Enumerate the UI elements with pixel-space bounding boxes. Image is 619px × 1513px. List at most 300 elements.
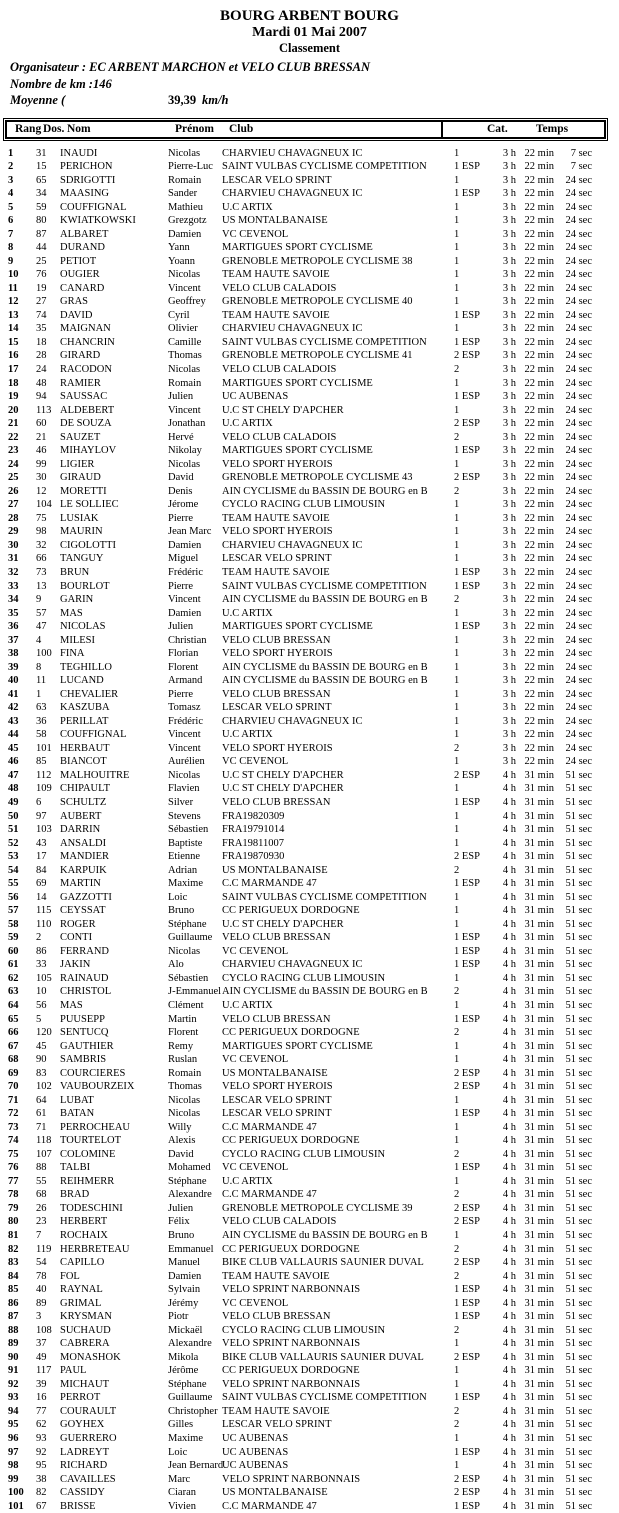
time-minutes-cell: 31 min: [524, 972, 554, 984]
bib-cell: 112: [36, 769, 52, 781]
time-hours-cell: 4 h: [502, 1284, 516, 1296]
bib-cell: 101: [36, 742, 52, 754]
time-minutes-cell: 31 min: [524, 1135, 554, 1147]
firstname-cell: Mikola: [168, 1351, 199, 1363]
bib-cell: 87: [36, 228, 47, 240]
category-cell: 1: [454, 1460, 460, 1472]
club-cell: UC AUBENAS: [222, 1446, 289, 1458]
bib-cell: 16: [36, 1392, 47, 1404]
lastname-cell: TANGUY: [60, 553, 104, 565]
lastname-cell: GUERRERO: [60, 1432, 117, 1444]
lastname-cell: MANDIER: [60, 851, 109, 863]
rank-cell: 84: [8, 1270, 19, 1282]
time-minutes-cell: 31 min: [524, 1121, 554, 1133]
category-cell: 1: [454, 323, 460, 335]
average-speed-line: [10, 92, 619, 109]
time-seconds-cell: 24 sec: [565, 242, 592, 254]
race-date: Mardi 01 Mai 2007: [252, 25, 367, 40]
bib-cell: 102: [36, 1081, 52, 1093]
rank-cell: 10: [8, 269, 19, 281]
time-minutes-cell: 31 min: [524, 1054, 554, 1066]
time-minutes-cell: 31 min: [524, 932, 554, 944]
time-minutes-cell: 22 min: [524, 715, 554, 727]
club-cell: VELO SPORT HYEROIS: [222, 458, 333, 470]
category-cell: 1: [454, 1040, 460, 1052]
time-hours-cell: 3 h: [502, 188, 516, 200]
firstname-cell: Pierre: [168, 688, 194, 700]
time-seconds-cell: 24 sec: [565, 228, 592, 240]
club-cell: C.C MARMANDE 47: [222, 878, 317, 890]
lastname-cell: SAMBRIS: [60, 1054, 107, 1066]
firstname-cell: Sébastien: [168, 972, 209, 984]
category-cell: 1 ESP: [454, 1108, 480, 1120]
rank-cell: 29: [8, 526, 19, 538]
lastname-cell: FINA: [60, 648, 85, 660]
time-minutes-cell: 31 min: [524, 810, 554, 822]
rank-cell: 98: [8, 1460, 19, 1472]
club-cell: MARTIGUES SPORT CYCLISME: [222, 621, 373, 633]
category-cell: 1: [454, 1175, 460, 1187]
bib-cell: 38: [36, 1473, 47, 1485]
time-seconds-cell: 51 sec: [565, 1270, 592, 1282]
time-seconds-cell: 51 sec: [565, 1419, 592, 1431]
result-row: [0, 390, 619, 404]
time-seconds-cell: 51 sec: [565, 1121, 592, 1133]
firstname-cell: Stéphane: [168, 1175, 207, 1187]
time-minutes-cell: 31 min: [524, 1040, 554, 1052]
lastname-cell: SCHULTZ: [60, 797, 107, 808]
rank-cell: 67: [8, 1040, 19, 1052]
lastname-cell: BOURLOT: [60, 580, 110, 592]
firstname-cell: Jérôme: [168, 1365, 199, 1377]
time-hours-cell: 3 h: [502, 418, 516, 430]
result-row: [0, 945, 619, 959]
result-row: [0, 539, 619, 553]
result-row: [0, 377, 619, 391]
club-cell: UC AUBENAS: [222, 1432, 289, 1444]
category-cell: 1: [454, 715, 460, 727]
bib-cell: 94: [36, 391, 47, 403]
lastname-cell: DURAND: [60, 242, 105, 254]
time-hours-cell: 3 h: [502, 269, 516, 281]
bib-cell: 86: [36, 945, 47, 957]
club-cell: AIN CYCLISME du BASSIN DE BOURG en B: [222, 675, 428, 687]
time-hours-cell: 4 h: [502, 1148, 516, 1160]
club-cell: VELO CLUB BRESSAN: [222, 634, 331, 646]
club-cell: US MONTALBANAISE: [222, 215, 328, 227]
firstname-cell: Maxime: [168, 878, 203, 890]
club-cell: AIN CYCLISME du BASSIN DE BOURG en B: [222, 594, 428, 606]
bib-cell: 95: [36, 1460, 47, 1472]
bib-cell: 77: [36, 1405, 47, 1417]
time-minutes-cell: 31 min: [524, 1027, 554, 1039]
club-cell: TEAM HAUTE SAVOIE: [222, 269, 330, 281]
time-minutes-cell: 31 min: [524, 1365, 554, 1377]
time-hours-cell: 4 h: [502, 769, 516, 781]
category-cell: 1 ESP: [454, 1284, 480, 1296]
category-cell: 2 ESP: [454, 1257, 480, 1269]
time-minutes-cell: 31 min: [524, 1392, 554, 1404]
bib-cell: 24: [36, 364, 47, 375]
time-seconds-cell: 51 sec: [565, 1378, 592, 1390]
rank-cell: 75: [8, 1148, 19, 1160]
rank-cell: 58: [8, 918, 19, 930]
club-cell: U.C ST CHELY D'APCHER: [222, 783, 344, 795]
time-hours-cell: 3 h: [502, 309, 516, 321]
time-seconds-cell: 24 sec: [565, 702, 592, 714]
rank-cell: 22: [8, 431, 19, 443]
time-minutes-cell: 22 min: [524, 309, 554, 321]
result-row: [0, 958, 619, 972]
rank-cell: 65: [8, 1013, 19, 1025]
time-hours-cell: 4 h: [502, 1081, 516, 1093]
time-minutes-cell: 22 min: [524, 188, 554, 200]
time-seconds-cell: 24 sec: [565, 188, 592, 200]
time-hours-cell: 3 h: [502, 336, 516, 348]
category-cell: 1 ESP: [454, 1013, 480, 1025]
rank-cell: 39: [8, 661, 19, 673]
firstname-cell: Damien: [168, 228, 202, 240]
time-hours-cell: 4 h: [502, 959, 516, 971]
lastname-cell: CANARD: [60, 282, 105, 294]
result-row: [0, 1134, 619, 1148]
lastname-cell: RAYNAL: [60, 1284, 103, 1296]
lastname-cell: BRUN: [60, 566, 90, 578]
lastname-cell: TEGHILLO: [60, 661, 112, 673]
rank-cell: 78: [8, 1189, 19, 1201]
category-cell: 2 ESP: [454, 1067, 480, 1079]
firstname-cell: Vincent: [168, 594, 201, 606]
category-cell: 2: [454, 1324, 460, 1336]
time-minutes-cell: 22 min: [524, 594, 554, 606]
club-cell: FRA19870930: [222, 851, 285, 863]
time-seconds-cell: 51 sec: [565, 1189, 592, 1201]
category-cell: 1: [454, 499, 460, 511]
firstname-cell: Stéphane: [168, 918, 207, 930]
time-minutes-cell: 31 min: [524, 851, 554, 863]
time-hours-cell: 4 h: [502, 1324, 516, 1336]
col-temps: Temps: [535, 123, 569, 135]
lastname-cell: CIGOLOTTI: [60, 539, 116, 551]
firstname-cell: Cyril: [168, 309, 190, 321]
firstname-cell: Vincent: [168, 282, 201, 294]
bib-cell: 32: [36, 539, 47, 551]
club-cell: U.C ARTIX: [222, 607, 273, 619]
club-cell: UC AUBENAS: [222, 1460, 289, 1472]
club-cell: U.C ARTIX: [222, 999, 273, 1011]
rank-cell: 27: [8, 499, 19, 511]
bib-cell: 10: [36, 986, 47, 998]
rank-cell: 82: [8, 1243, 19, 1255]
category-cell: 1: [454, 891, 460, 903]
table-header-box: [3, 118, 608, 141]
category-cell: 1 ESP: [454, 1162, 480, 1174]
rank-cell: 12: [8, 296, 19, 308]
result-row: [0, 1080, 619, 1094]
category-cell: 2: [454, 1027, 460, 1039]
average-speed-label: Moyenne (: [10, 93, 66, 107]
rank-cell: 40: [8, 675, 19, 687]
time-seconds-cell: 24 sec: [565, 539, 592, 551]
category-cell: 2: [454, 594, 460, 606]
rank-cell: 61: [8, 959, 19, 971]
time-seconds-cell: 51 sec: [565, 1473, 592, 1485]
lastname-cell: PAUL: [60, 1365, 87, 1377]
category-cell: 1 ESP: [454, 188, 480, 200]
result-row: [0, 1215, 619, 1229]
firstname-cell: Yann: [168, 242, 190, 254]
bib-cell: 54: [36, 1257, 47, 1269]
time-hours-cell: 4 h: [502, 837, 516, 849]
lastname-cell: MARTIN: [60, 878, 101, 890]
result-row: [0, 1229, 619, 1243]
lastname-cell: MILESI: [60, 634, 95, 646]
rank-cell: 38: [8, 648, 19, 660]
firstname-cell: Jean Marc: [168, 526, 212, 538]
category-cell: 1: [454, 661, 460, 673]
rank-cell: 23: [8, 445, 19, 457]
lastname-cell: CABRERA: [60, 1338, 110, 1350]
result-row: [0, 634, 619, 648]
club-cell: GRENOBLE METROPOLE CYCLISME 43: [222, 472, 413, 484]
category-cell: 1: [454, 1121, 460, 1133]
result-row: [0, 1013, 619, 1027]
firstname-cell: Pierre: [168, 580, 194, 592]
firstname-cell: Adrian: [168, 864, 198, 876]
firstname-cell: Romain: [168, 1067, 202, 1079]
category-cell: 1: [454, 1432, 460, 1444]
time-seconds-cell: 51 sec: [565, 1175, 592, 1187]
time-minutes-cell: 31 min: [524, 1270, 554, 1282]
bib-cell: 84: [36, 864, 47, 876]
rank-cell: 92: [8, 1378, 19, 1390]
time-seconds-cell: 51 sec: [565, 1392, 592, 1404]
result-row: [0, 1364, 619, 1378]
time-seconds-cell: 51 sec: [565, 1257, 592, 1269]
lastname-cell: KRYSMAN: [60, 1311, 112, 1323]
bib-cell: 93: [36, 1432, 47, 1444]
time-hours-cell: 4 h: [502, 1257, 516, 1269]
firstname-cell: Pierre: [168, 512, 194, 524]
firstname-cell: Ciaran: [168, 1487, 196, 1499]
time-hours-cell: 3 h: [502, 391, 516, 403]
result-row: [0, 1094, 619, 1108]
time-minutes-cell: 31 min: [524, 986, 554, 998]
rank-cell: 69: [8, 1067, 19, 1079]
time-minutes-cell: 31 min: [524, 1446, 554, 1458]
time-seconds-cell: 51 sec: [565, 1405, 592, 1417]
bib-cell: 12: [36, 485, 47, 497]
lastname-cell: GAZZOTTI: [60, 891, 112, 903]
time-hours-cell: 4 h: [502, 1175, 516, 1187]
result-row: [0, 1188, 619, 1202]
time-minutes-cell: 22 min: [524, 485, 554, 497]
club-cell: LESCAR VELO SPRINT: [222, 1419, 332, 1431]
time-hours-cell: 3 h: [502, 215, 516, 227]
time-seconds-cell: 24 sec: [565, 215, 592, 227]
club-cell: VC CEVENOL: [222, 945, 289, 957]
lastname-cell: HERBERT: [60, 1216, 108, 1228]
category-cell: 1: [454, 837, 460, 849]
time-minutes-cell: 22 min: [524, 458, 554, 470]
rank-cell: 24: [8, 458, 19, 470]
time-hours-cell: 4 h: [502, 1135, 516, 1147]
bib-cell: 62: [36, 1419, 47, 1431]
lastname-cell: BRAD: [60, 1189, 90, 1201]
firstname-cell: Christian: [168, 634, 207, 646]
time-minutes-cell: 22 min: [524, 661, 554, 673]
club-cell: VC CEVENOL: [222, 1297, 289, 1309]
result-row: [0, 985, 619, 999]
time-seconds-cell: 51 sec: [565, 1067, 592, 1079]
time-hours-cell: 3 h: [502, 634, 516, 646]
bib-cell: 8: [36, 661, 42, 673]
category-cell: 1: [454, 648, 460, 660]
bib-cell: 17: [36, 851, 47, 863]
col-rang: Rang: [15, 123, 42, 135]
lastname-cell: BRISSE: [60, 1500, 96, 1512]
time-hours-cell: 4 h: [502, 1013, 516, 1025]
result-row: [0, 769, 619, 783]
bib-cell: 44: [36, 242, 47, 254]
time-minutes-cell: 22 min: [524, 729, 554, 741]
bib-cell: 99: [36, 458, 47, 470]
club-cell: AIN CYCLISME du BASSIN DE BOURG en B: [222, 661, 428, 673]
bib-cell: 40: [36, 1284, 47, 1296]
club-cell: FRA19820309: [222, 810, 285, 822]
category-cell: 2 ESP: [454, 472, 480, 484]
bib-cell: 88: [36, 1162, 47, 1174]
club-cell: AIN CYCLISME du BASSIN DE BOURG en B: [222, 1230, 428, 1241]
bib-cell: 15: [36, 161, 47, 173]
rank-cell: 45: [8, 742, 19, 754]
bib-cell: 48: [36, 377, 47, 389]
time-seconds-cell: 24 sec: [565, 634, 592, 646]
category-cell: 1 ESP: [454, 161, 480, 173]
rank-cell: 32: [8, 566, 19, 578]
rank-cell: 71: [8, 1094, 19, 1106]
time-hours-cell: 4 h: [502, 810, 516, 822]
rank-cell: 52: [8, 837, 19, 849]
time-hours-cell: 3 h: [502, 756, 516, 768]
lastname-cell: TODESCHINI: [60, 1202, 123, 1214]
club-cell: LESCAR VELO SPRINT: [222, 1108, 332, 1120]
firstname-cell: Nicolas: [168, 1108, 201, 1120]
time-seconds-cell: 7 sec: [570, 161, 592, 173]
time-hours-cell: 3 h: [502, 404, 516, 416]
result-row: [0, 1500, 619, 1513]
bib-cell: 105: [36, 972, 52, 984]
rank-cell: 77: [8, 1175, 19, 1187]
firstname-cell: Nicolas: [168, 269, 201, 281]
result-row: [0, 1270, 619, 1284]
result-row: [0, 999, 619, 1013]
time-seconds-cell: 24 sec: [565, 756, 592, 768]
firstname-cell: Sébastien: [168, 824, 209, 836]
time-hours-cell: 3 h: [502, 702, 516, 714]
result-row: [0, 201, 619, 215]
time-minutes-cell: 31 min: [524, 905, 554, 917]
result-row: [0, 593, 619, 607]
result-row: [0, 864, 619, 878]
rank-cell: 15: [8, 336, 19, 348]
club-cell: TEAM HAUTE SAVOIE: [222, 1405, 330, 1417]
club-cell: VC CEVENOL: [222, 756, 289, 768]
rank-cell: 16: [8, 350, 19, 362]
club-cell: VELO CLUB CALADOIS: [222, 431, 337, 443]
time-seconds-cell: 24 sec: [565, 715, 592, 727]
time-seconds-cell: 24 sec: [565, 553, 592, 565]
result-row: [0, 566, 619, 580]
rank-cell: 94: [8, 1405, 19, 1417]
time-minutes-cell: 31 min: [524, 837, 554, 849]
firstname-cell: Frédéric: [168, 566, 203, 578]
club-cell: LESCAR VELO SPRINT: [222, 174, 332, 186]
lastname-cell: CHRISTOL: [60, 986, 112, 998]
category-cell: 1: [454, 1054, 460, 1066]
result-row: [0, 850, 619, 864]
rank-cell: 25: [8, 472, 19, 484]
firstname-cell: Ruslan: [168, 1054, 198, 1066]
time-seconds-cell: 24 sec: [565, 364, 592, 375]
result-row: [0, 1432, 619, 1446]
firstname-cell: Manuel: [168, 1257, 201, 1269]
bib-cell: 61: [36, 1108, 47, 1120]
category-cell: 2 ESP: [454, 418, 480, 430]
time-minutes-cell: 22 min: [524, 445, 554, 457]
bib-cell: 113: [36, 404, 52, 416]
category-cell: 1 ESP: [454, 1446, 480, 1458]
result-row: [0, 972, 619, 986]
firstname-cell: Julien: [168, 621, 194, 633]
time-hours-cell: 4 h: [502, 783, 516, 795]
col-dossard: Dos.: [43, 123, 65, 135]
time-seconds-cell: 51 sec: [565, 1148, 592, 1160]
firstname-cell: Willy: [168, 1121, 192, 1133]
firstname-cell: Hervé: [168, 431, 194, 443]
time-hours-cell: 4 h: [502, 1121, 516, 1133]
time-minutes-cell: 22 min: [524, 472, 554, 484]
firstname-cell: Aurélien: [168, 756, 205, 768]
firstname-cell: Damien: [168, 607, 202, 619]
firstname-cell: Pierre-Luc: [168, 161, 213, 173]
club-cell: CHARVIEU CHAVAGNEUX IC: [222, 188, 363, 200]
firstname-cell: Piotr: [168, 1311, 189, 1323]
time-minutes-cell: 31 min: [524, 1202, 554, 1214]
lastname-cell: SAUSSAC: [60, 391, 108, 403]
rank-cell: 34: [8, 594, 19, 606]
time-hours-cell: 3 h: [502, 445, 516, 457]
time-minutes-cell: 31 min: [524, 1175, 554, 1187]
lastname-cell: ROGER: [60, 918, 96, 930]
club-cell: LESCAR VELO SPRINT: [222, 1094, 332, 1106]
time-hours-cell: 4 h: [502, 1243, 516, 1255]
result-row: [0, 688, 619, 702]
time-minutes-cell: 31 min: [524, 891, 554, 903]
rank-cell: 48: [8, 783, 19, 795]
lastname-cell: ROCHAIX: [60, 1230, 108, 1241]
rank-cell: 33: [8, 580, 19, 592]
time-minutes-cell: 22 min: [524, 526, 554, 538]
bib-cell: 73: [36, 566, 47, 578]
time-seconds-cell: 24 sec: [565, 648, 592, 660]
time-minutes-cell: 31 min: [524, 1378, 554, 1390]
rank-cell: 21: [8, 418, 19, 430]
club-cell: U.C ARTIX: [222, 1175, 273, 1187]
time-minutes-cell: 31 min: [524, 1067, 554, 1079]
rank-cell: 96: [8, 1432, 19, 1444]
time-seconds-cell: 24 sec: [565, 323, 592, 335]
